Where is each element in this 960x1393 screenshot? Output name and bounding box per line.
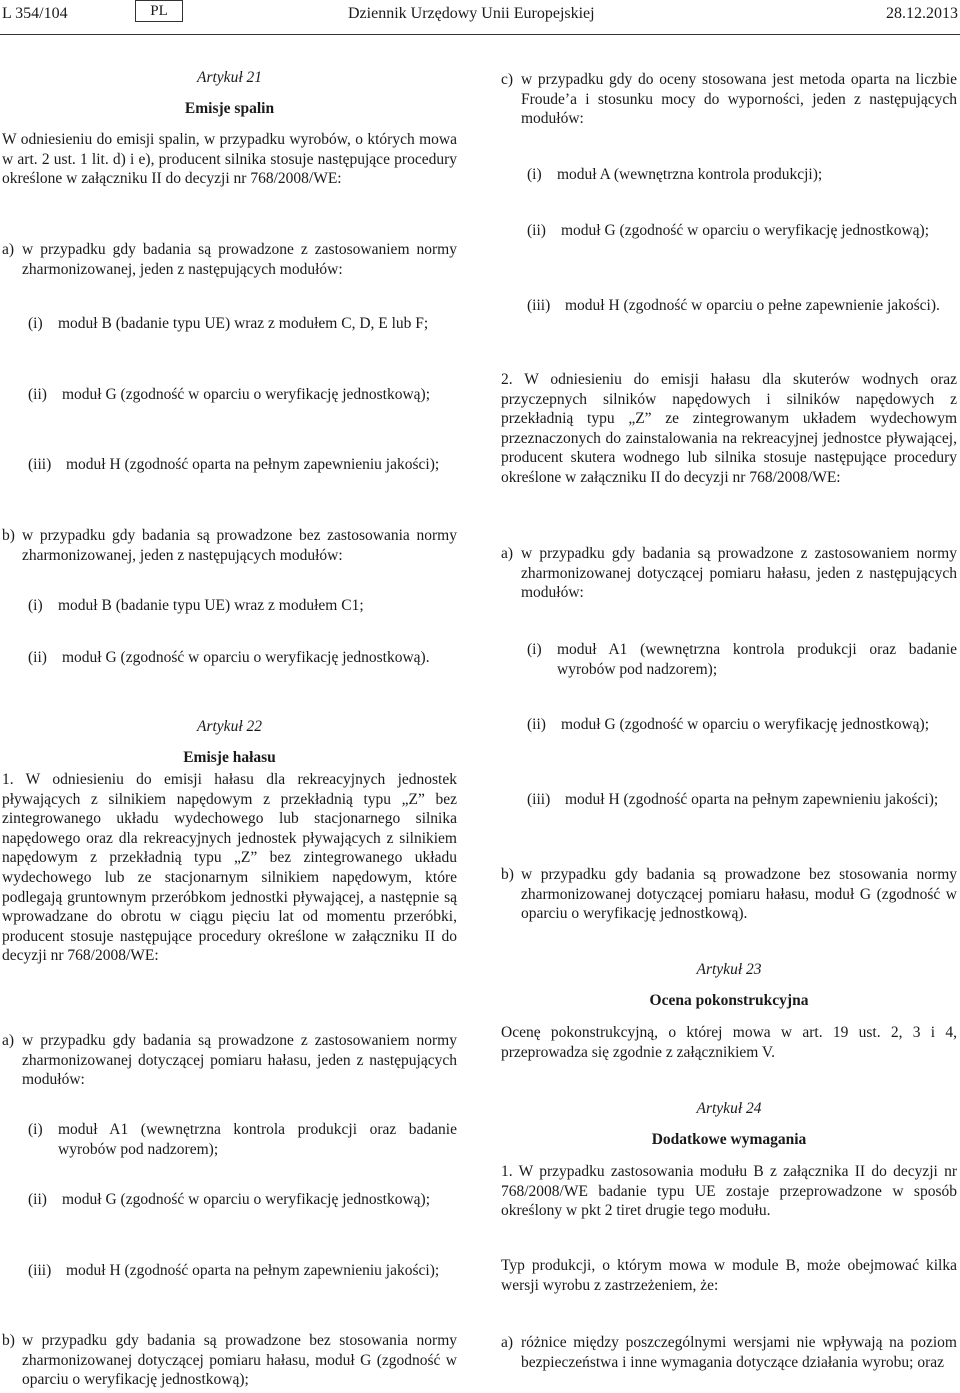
- list-item-text: w przypadku gdy badania są prowadzone bez stosowania normy zharmonizowanej dotyczącej pomiaru hałasu, moduł G (zgodność w oparciu o weryfikację jednostkową).: [521, 866, 957, 923]
- sub-item-watercraft-a-i: [527, 640, 957, 679]
- list-item-text: moduł A (wewnętrzna kontrola produkcji);: [557, 166, 823, 183]
- list-item-text: moduł B (badanie typu UE) wraz z modułem C1;: [58, 597, 364, 614]
- list-item-label: (i): [527, 166, 542, 183]
- list-item-label: (ii): [527, 716, 546, 733]
- list-item-text: moduł G (zgodność w oparciu o weryfikację jednostkową);: [561, 716, 930, 733]
- list-item-text: w przypadku gdy badania są prowadzone bez zastosowania normy zharmonizowanej, jeden z następujących modułów:: [22, 527, 457, 564]
- list-item-label: (i): [28, 315, 43, 332]
- list-item-c: [501, 70, 957, 129]
- list-item-text: moduł G (zgodność w oparciu o weryfikację jednostkową);: [62, 1191, 431, 1208]
- article-22-label: Artykuł 22: [197, 718, 262, 735]
- article-24-paragraph-1: 1. W przypadku zastosowania modułu B z załącznika II do decyzji nr 768/2008/WE badanie typu UE zostaje przeprowadzone w sposób określony w pkt 2 tiret drugie tego modułu.: [501, 1163, 957, 1220]
- list-item-text: moduł H (zgodność w oparciu o pełne zapewnienie jakości).: [565, 297, 940, 314]
- list-item-label: a): [2, 1032, 15, 1049]
- list-item-label: (ii): [28, 1191, 47, 1208]
- article-23-paragraph: Ocenę pokonstrukcyjną, o której mowa w art. 19 ust. 2, 3 i 4, przeprowadza się zgodnie z załącznikiem V.: [501, 1024, 957, 1061]
- list-item-label: (ii): [527, 222, 546, 239]
- article-22-title: Emisje hałasu: [183, 749, 276, 766]
- sub-item-c-iii: [527, 296, 957, 316]
- list-item-a-watercraft: [501, 544, 957, 603]
- list-item-text: moduł A1 (wewnętrzna kontrola produkcji oraz badanie wyrobów pod nadzorem);: [557, 641, 957, 678]
- list-item-label: b): [2, 527, 15, 544]
- list-item-text: moduł A1 (wewnętrzna kontrola produkcji oraz badanie wyrobów pod nadzorem);: [58, 1121, 457, 1158]
- list-item-label: (i): [28, 597, 43, 614]
- list-item-label: (ii): [28, 386, 47, 403]
- article-22-paragraph-1: 1. W odniesieniu do emisji hałasu dla rekreacyjnych jednostek pływających z silnikiem napędowym z przekładnią typu „Z” bez zintegrowanego układu wydechowego lub stacjonarnego silnika napędowego oraz dla rekreacyjnych jednostek pływających z silnikiem napędowym z przekładnią typu „Z” bez zintegrowanego układu wydechowego lub ze stacjonarnym silnikiem napędowym, które podlegają gruntownym przeróbkom jednostki pływającej, a następnie są wprowadzane do obrotu w ciągu pięciu lat od momentu przeróbki, producent stosuje następujące procedury określone w załączniku II do decyzji nr 768/2008/WE:: [2, 771, 457, 965]
- list-item-label: b): [2, 1332, 15, 1349]
- article-24-label: Artykuł 24: [696, 1100, 762, 1117]
- article-21-label: Artykuł 21: [197, 69, 262, 86]
- sub-item-a-i: [28, 314, 457, 334]
- list-item-text: moduł G (zgodność w oparciu o weryfikację jednostkową);: [561, 222, 930, 239]
- list-item-text: moduł B (badanie typu UE) wraz z modułem C, D, E lub F;: [58, 315, 429, 332]
- list-item-label: (iii): [28, 1262, 52, 1279]
- list-item-label: (iii): [527, 297, 551, 314]
- sub-item-c-i: [527, 165, 957, 185]
- list-item-label: (iii): [527, 791, 551, 808]
- page-reference: L 354/104: [2, 5, 68, 22]
- sub-item-a-ii: [28, 385, 457, 405]
- list-item-label: (i): [28, 1121, 43, 1138]
- list-item-text: w przypadku gdy badania są prowadzone z zastosowaniem normy zharmonizowanej dotyczącej pomiaru hałasu, jeden z następujących modułów:: [22, 1032, 457, 1089]
- sub-item-watercraft-a-iii: [527, 790, 957, 810]
- sub-item-b-i: [28, 596, 457, 616]
- list-item-label: b): [501, 866, 514, 883]
- article-24-paragraph-2: Typ produkcji, o którym mowa w module B, może obejmować kilka wersji wyrobu z zastrzeżeniem, że:: [501, 1257, 957, 1294]
- list-item-a: [2, 240, 457, 279]
- list-item-text: różnice między poszczególnymi wersjami nie wpływają na poziom bezpieczeństwa i inne wymagania dotyczące działania wyrobu; oraz: [521, 1334, 957, 1371]
- list-item-text: moduł G (zgodność w oparciu o weryfikację jednostkową);: [62, 386, 431, 403]
- journal-title: Dziennik Urzędowy Unii Europejskiej: [348, 5, 595, 22]
- language-badge: PL: [135, 0, 183, 22]
- list-item-text: moduł H (zgodność oparta na pełnym zapewnieniu jakości);: [66, 456, 440, 473]
- list-item-text: w przypadku gdy badania są prowadzone z zastosowaniem normy zharmonizowanej dotyczącej pomiaru hałasu, jeden z następujących modułów:: [521, 545, 957, 602]
- list-item-label: (i): [527, 641, 542, 658]
- list-item-b-watercraft: [501, 865, 957, 924]
- article-21-title: Emisje spalin: [184, 100, 275, 117]
- article-23-label: Artykuł 23: [696, 961, 762, 978]
- list-item-text: w przypadku gdy badania są prowadzone z zastosowaniem normy zharmonizowanej, jeden z następujących modułów:: [22, 241, 457, 278]
- list-item-label: a): [2, 241, 15, 258]
- sub-item-noise-a-ii: [28, 1190, 457, 1210]
- list-item-b-noise: [2, 1331, 457, 1390]
- list-item-text: w przypadku gdy do oceny stosowana jest metoda oparta na liczbie Froude’a i stosunku mocy do wyporności, jeden z następujących modułów:: [521, 71, 957, 128]
- article-24-title: Dodatkowe wymagania: [651, 1131, 807, 1148]
- list-item-label: c): [501, 71, 514, 88]
- list-item-a-noise: [2, 1031, 457, 1090]
- sub-item-watercraft-a-ii: [527, 715, 957, 735]
- list-item-text: moduł H (zgodność oparta na pełnym zapewnieniu jakości);: [66, 1262, 440, 1279]
- article-21-intro: W odniesieniu do emisji spalin, w przypadku wyrobów, o których mowa w art. 2 ust. 1 lit. d) i e), producent silnika stosuje następujące procedury określone w załączniku II do decyzji nr 768/2008/WE:: [2, 131, 457, 188]
- list-item-a-variants: [501, 1333, 957, 1372]
- list-item-b: [2, 526, 457, 565]
- list-item-text: w przypadku gdy badania są prowadzone bez stosowania normy zharmonizowanej dotyczącej pomiaru hałasu, moduł G (zgodność w oparciu o weryfikację jednostkową);: [22, 1332, 457, 1389]
- sub-item-b-ii: [28, 648, 457, 668]
- list-item-text: moduł H (zgodność oparta na pełnym zapewnieniu jakości);: [565, 791, 939, 808]
- list-item-label: a): [501, 1334, 514, 1351]
- sub-item-noise-a-i: [28, 1120, 457, 1159]
- list-item-label: (ii): [28, 649, 47, 666]
- sub-item-c-ii: [527, 221, 957, 241]
- article-23-title: Ocena pokonstrukcyjna: [649, 992, 809, 1009]
- sub-item-a-iii: [28, 455, 457, 475]
- list-item-label: a): [501, 545, 514, 562]
- page-header: [0, 0, 960, 35]
- sub-item-noise-a-iii: [28, 1261, 457, 1281]
- publication-date: 28.12.2013: [886, 5, 958, 22]
- article-22-paragraph-2: 2. W odniesieniu do emisji hałasu dla skuterów wodnych oraz przyczepnych silników napędowych i silników napędowych z przekładnią typu „Z” ze zintegrowanym układem wydechowym przeznaczonych do zainstalowania na rekreacyjnej jednostce pływającej, producent skutera wodnego lub silnika stosuje następujące procedury określone w załączniku II do decyzji nr 768/2008/WE:: [501, 371, 957, 486]
- list-item-text: moduł G (zgodność w oparciu o weryfikację jednostkową).: [62, 649, 430, 666]
- list-item-label: (iii): [28, 456, 52, 473]
